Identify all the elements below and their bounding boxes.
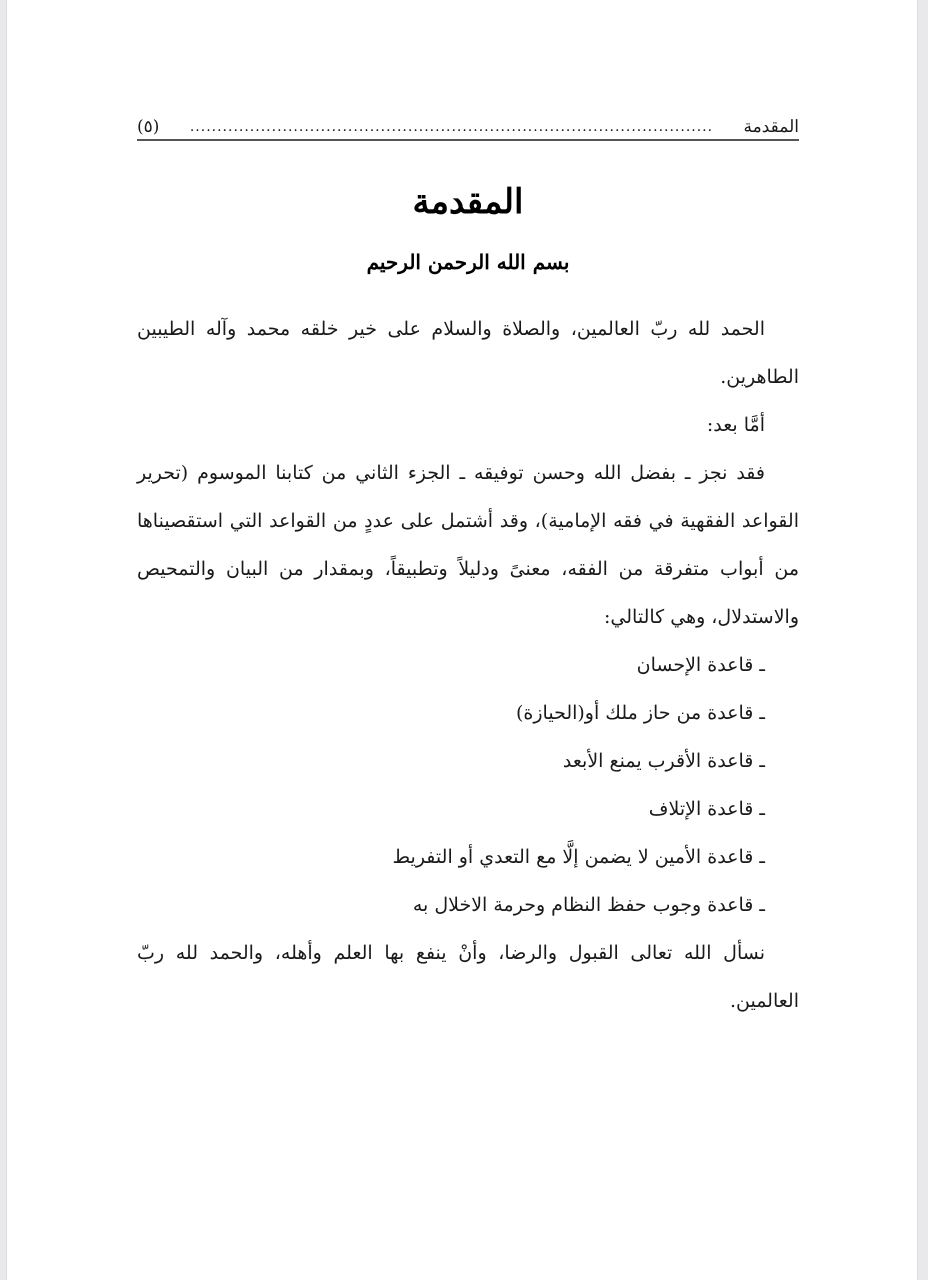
- list-item: ـ قاعدة الإتلاف: [648, 798, 765, 820]
- header-section-title: المقدمة: [743, 117, 799, 137]
- running-header: [137, 108, 799, 138]
- book-page: [7, 0, 919, 1280]
- chapter-title: المقدمة: [412, 182, 524, 222]
- paragraph-closing: نسأل الله تعالى القبول والرضا، وأنْ ينفع بها العلم وأهله، والحمد لله ربّ العالمين.: [137, 942, 799, 1012]
- basmala: بسم الله الرحمن الرحيم: [366, 250, 570, 274]
- paragraph-opening: الحمد لله ربّ العالمين، والصلاة والسلام على خير خلقه محمد وآله الطيبين الطاهرين.: [137, 318, 799, 388]
- document-page-frame: [6, 0, 918, 1280]
- header-divider: [137, 139, 799, 141]
- header-page-number: (٥): [137, 117, 160, 137]
- list-item: ـ قاعدة الإحسان: [636, 654, 765, 676]
- list-item: ـ قاعدة الأقرب يمنع الأبعد: [562, 750, 765, 772]
- list-item: ـ قاعدة وجوب حفظ النظام وحرمة الاخلال به: [412, 894, 765, 916]
- header-leader-dots: ................................................................................................: [189, 119, 714, 135]
- body-text: [137, 305, 799, 1025]
- list-item: ـ قاعدة من حاز ملك أو(الحيازة): [516, 702, 765, 724]
- paragraph-intro: فقد نجز ـ بفضل الله وحسن توفيقه ـ الجزء الثاني من كتابنا الموسوم (تحرير القواعد الفقهية في فقه الإمامية)، وقد أشتمل على عددٍ من القواعد التي استقصيناها من أبواب متفرقة من الفقه، معنىً ودليلاً وتطبيقاً، وبمقدار من البيان والتمحيص والاستدلال، وهي كالتالي:: [137, 462, 799, 628]
- paragraph-amma-baad: أمَّا بعد:: [706, 414, 765, 436]
- rules-list: [137, 641, 799, 929]
- list-item: ـ قاعدة الأمين لا يضمن إلَّا مع التعدي أو التفريط: [392, 846, 765, 868]
